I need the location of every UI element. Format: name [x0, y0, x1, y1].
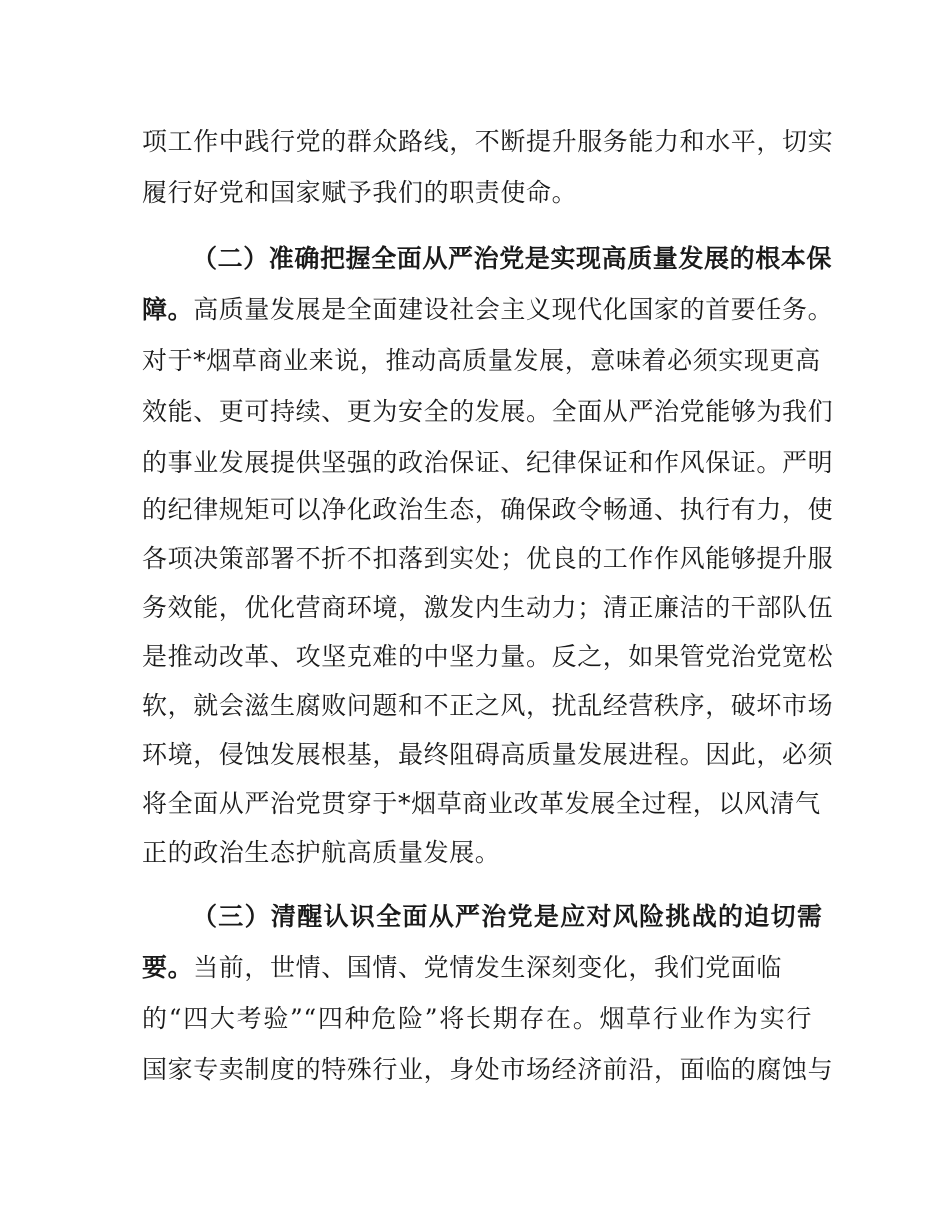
text-line: 软，就会滋生腐败问题和不正之风，扰乱经营秩序，破坏市场	[142, 691, 834, 720]
text-line: 各项决策部署不折不扣落到实处；优良的工作作风能够提升服	[142, 544, 834, 573]
text-span: 高质量发展是全面建设社会主义现代化国家的首要任务。	[193, 295, 834, 324]
text-line: 务效能，优化营商环境，激发内生动力；清正廉洁的干部队伍	[142, 593, 834, 622]
text-line: 国家专卖制度的特殊行业，身处市场经济前沿，面临的腐蚀与	[142, 1055, 834, 1084]
text-line: 将全面从严治党贯穿于*烟草商业改革发展全过程，以风清气	[142, 789, 821, 818]
text-line: 的事业发展提供坚强的政治保证、纪律保证和作风保证。严明	[142, 448, 834, 477]
section-heading-3: （三）清醒认识全面从严治党是应对风险挑战的迫切需	[192, 902, 824, 931]
heading-continuation-line	[142, 292, 834, 328]
section-heading-2-end: 障。	[142, 295, 194, 324]
text-line: 履行好党和国家赋予我们的职责使命。	[142, 178, 578, 207]
text-line: 正的政治生态护航高质量发展。	[142, 838, 501, 867]
text-span: 当前，世情、国情、党情发生深刻变化，我们党面临	[193, 953, 783, 982]
section-heading-3-end: 要。	[142, 953, 194, 982]
heading-continuation-line	[142, 950, 812, 986]
section-heading-2: （二）准确把握全面从严治党是实现高质量发展的根本保	[192, 244, 833, 273]
text-line: 是推动改革、攻坚克难的中坚力量。反之，如果管党治党宽松	[142, 642, 834, 671]
text-line: 的“四大考验”“四种危险”将长期存在。烟草行业作为实行	[142, 1004, 812, 1033]
text-line: 的纪律规矩可以净化政治生态，确保政令畅通、执行有力，使	[142, 495, 834, 524]
text-line: 对于*烟草商业来说，推动高质量发展，意味着必须实现更高	[142, 346, 821, 375]
text-line: 效能、更可持续、更为安全的发展。全面从严治党能够为我们	[142, 397, 834, 426]
text-line: 项工作中践行党的群众路线，不断提升服务能力和水平，切实	[142, 127, 834, 156]
text-line: 环境，侵蚀发展根基，最终阻碍高质量发展进程。因此，必须	[142, 740, 834, 769]
